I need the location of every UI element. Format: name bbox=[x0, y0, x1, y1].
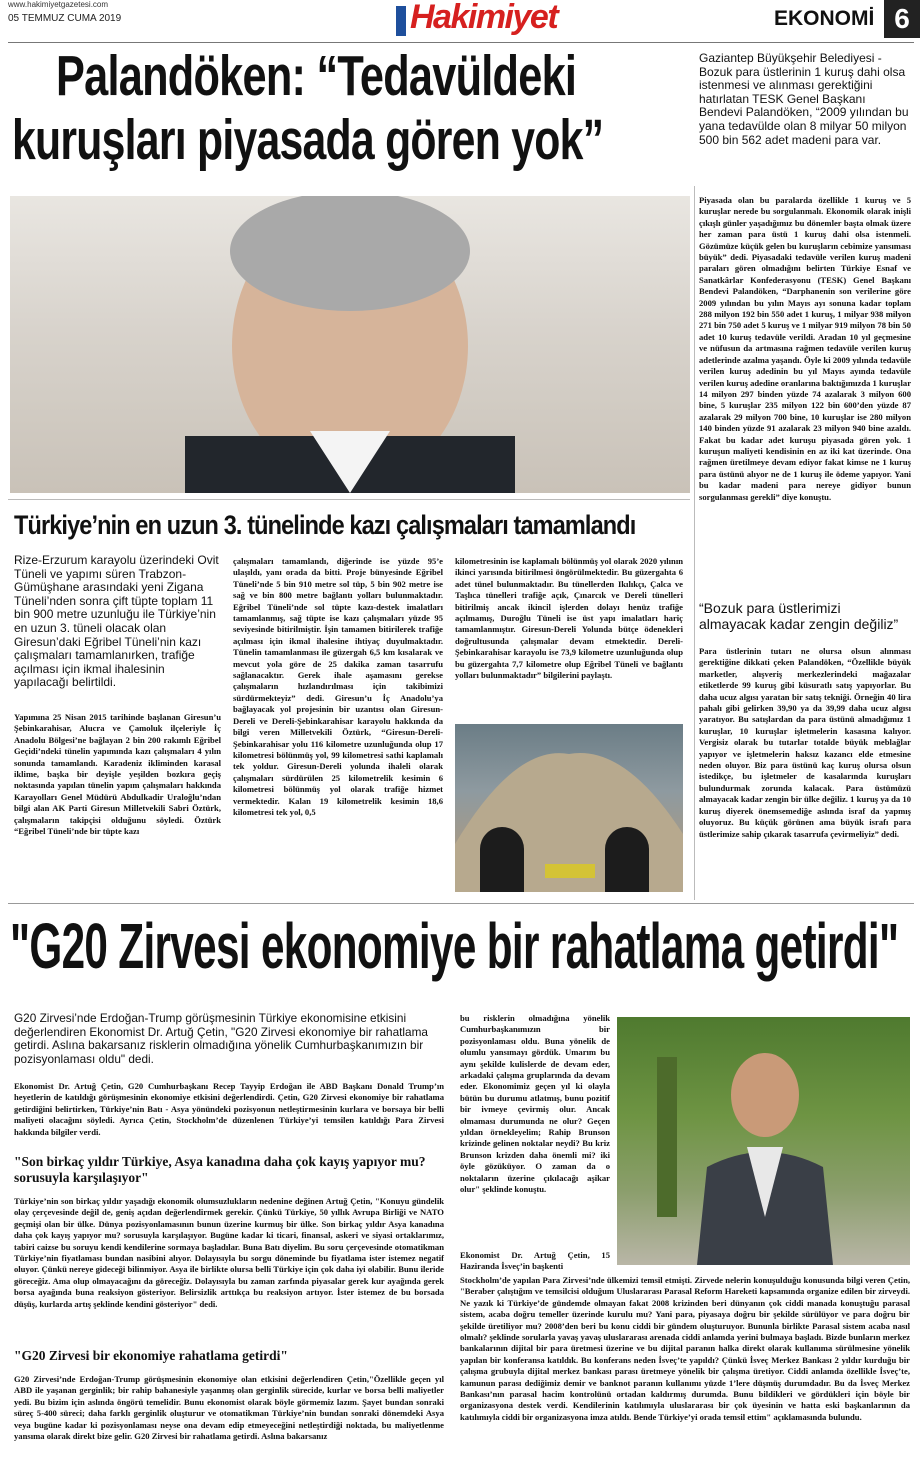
portrait-photo bbox=[10, 196, 690, 493]
article3-para1: Ekonomist Dr. Artuğ Çetin, G20 Cumhurbaşkanı Recep Tayyip Erdoğan ile ABD Başkanı Donald Trump’ın heyetlerin de katıldığı görüşmesinin ekonomiye etkisini değerlendirdi. Çetin, G20 Zirvesi ekonomiye bir rahatlama getirdiğini belirtirken, Türkiye’nin Batı - Asya yönündeki pozisyonun netleştirmesinin kurlara ve borsaya bir belli maliyeti olacağını söyledi. Ayrıca Çetin, Stockholm’de düzenlenen Türkiye’yi temsilen katıldığı Para Zirvesi hakkında bilgiler verdi. bbox=[14, 1081, 444, 1137]
logo-flag-icon bbox=[396, 6, 406, 36]
article3-bottom-right: Stockholm’de yapılan Para Zirvesi’nde ülkemizi temsil etmişti. Zirvede nelerin konuşulduğu konusunda bilgi veren Çetin, "Beraber çalıştığım ve temsilcisi olduğum Uluslararası Parasal Reform Hareketi kapsamında organize edilen bir zirveydi. Ne yazık ki Türkiye’de gündemde olmayan fakat 2008 krizinden beri dünyanın çok ciddi manada konuştuğu parasal sistem, acaba doğru temeller üzerinde kurulu mu? Yani para, piyasaya doğru bir şekilde sürülüyor ve para doğru bir şekilde üretiliyor mu? 2008’den beri bu konu ciddi bir gündem oluşturuyor. Bununla birlikte Parasal sistem acaba nasıl olmalı? şeklinde sorularla yavaş yavaş uluslararası arenada ciddi anlamda yerini bulmaya başladı. Bizde bunların merkez bankalarının dijital bir para üretmesi üzerine ve bu dijital paranın halka direkt olarak kullanıma sürülmesine yönelik yapılan bir konferansa katıldık. Bu konferans neden İsveç’te yapıldı? Çünkü İsveç Merkez Bankası 2 yıldır kurduğu bir çalışma grubuyla dijital merkez bankası parası üretmeye yönelik bir çalışma üretiyor. Ciddi anlamda özellikle İsveç’te, kamunun parası dediğimiz demir ve banknot paranın kullanımı yüzde 1’lere düşmüş durumdadır. Bu da İsveç Merkez Bankası’nın parasal hacim kontrolünü ortadan kaldırmış durumda. Bunu bildikleri ve gördükleri için böyle bir organizasyona destek verdi. Kendilerinin katılımıyla uluslararası bir çok üyesinin ve hatta eski başkanlarının da katılımıyla ciddi bir organizasyona imza atıldı. Bende Türkiye’yi orada temsil ettim" açıklamasında bulundu. bbox=[460, 1275, 910, 1422]
article1-subhead: “Bozuk para üstlerimizi almayacak kadar zengin değiliz” bbox=[699, 600, 899, 632]
site-url[interactable]: www.hakimiyetgazetesi.com bbox=[8, 0, 109, 9]
page-number: 6 bbox=[894, 3, 910, 34]
article2-col3: kilometresinin ise kaplamalı bölünmüş yol olarak 2020 yılının ikinci yarısında bitirilmesi öngörülmektedir. Bu güzergahta 6 adet tünel bulunmaktadır. Bu tünellerden Ikılıkçı, Çalca ve Taşlıca tünelleri trafiğe açık, Çınarcık ve Dereli tünelleri bitirilmiş ancak ikincil işlerden dolayı henüz trafiğe açılmamış, Duroğlu Tüneli ise üst yapı imalatları hariç tamamlanmıştır. Giresun-Dereli Yolunda bütçe ödenekleri doğrultusunda çalışmalar devam etmektedir. Dereli-Şebinkarahisar karayolu ise 73,9 kilometre uzunluğunda olup bu güzergahta 7,7 kilometre olup Eğribel Tüneli ve bağlantı yolları bulunmaktadır” bilgilerini paylaştı. bbox=[455, 556, 683, 681]
tunnel-photo bbox=[455, 724, 683, 892]
article3-subhead1: "Son birkaç yıldır Türkiye, Asya kanadına daha çok kayış yapıyor mu? sorusuyla karşılaşıyor" bbox=[14, 1154, 426, 1185]
economist-photo bbox=[617, 1017, 910, 1265]
article3-mid-col: bu risklerin olmadığına yönelik Cumhurbaşkanımızın bir pozisyonlaması oldu. Buna yönelik de olumlu yansımayı gördük. Umarım bu aynı şekilde kulislerde de devam eder, arkadaki çalışma gruplarında da devam eder. Ekonomimiz geçen yıl ki olayla bütün bu durumu atlatmış, bunu pozitif bir ivmeye çevirmiş olur. Ancak olmaması durumunda ne olur? Geçen yıldan örnekleyelim; Rahip Brunson krizinde gelinen noktalar neydi? Bu kriz Brunson krizden daha önemli mi? iki öyle gözüküyor. O zaman da o noktaların üzerine çıkılacağı aşikar olur" şeklinde konuştu. bbox=[460, 1013, 610, 1195]
issue-date: 05 TEMMUZ CUMA 2019 bbox=[8, 13, 122, 24]
page-number-box bbox=[884, 0, 920, 38]
economist-photo-icon bbox=[617, 1017, 910, 1265]
article2-top-rule bbox=[8, 499, 690, 500]
portrait-photo-icon bbox=[10, 196, 690, 493]
article3-top-rule bbox=[8, 903, 914, 904]
article3-intro: G20 Zirvesi’nde Erdoğan-Trump görüşmesinin Türkiye ekonomisine etkisini değerlendiren Ekonomist Dr. Artuğ Çetin, "G20 Zirvesi ekonomiye bir rahatlama getirdi. Aslına bakarsanız risklerin olmadığına yönelik Cumhurbaşkanımızın bir pozisyonlaması oldu" dedi. bbox=[14, 1011, 428, 1066]
article2-col2: çalışmaları tamamlandı, diğerinde ise yüzde 95’e ulaşıldı, yanı orada da bitti. Proje bünyesinde Eğribel Tüneli’nde 5 bin 910 metre sol tüp, 5 bin 902 metre ise sağ ve bin 800 metre bağlantı yolları bulunmaktadır. Eğribel Tüneli’nde sol tüpte kazı-destek imalatları tamamlanmış, sağ tüpte ise kazı çalışmaları yüzde 95 seviyesinde bitirilmiştir. İşin tamamen bitirilerek trafiğe açılması için ikmal ihalesine ihtiyaç duyulmaktadır. Tünelin tamamlanması ile güzergah 6,5 km kısalarak ve mevcut yola göre de 25 dakika zaman tasarrufu sağlanacaktır. Gerek ihale aşamasını gerekse çalışmaların hızlandırılması için takibimizi sürdürmekteyiz” dedi. Giresun’u İç Anadolu’ya bağlayacak yol projesinin bir uzantısı olan Giresun-Dereli ve Dereli-Şebinkarahisar karayolu hakkında da bilgi veren Milletvekili Öztürk, “Giresun-Dereli-Şebinkarahisar yolu 116 kilometre uzunluğunda olup 17 kilometresi bölünmüş yol, 99 kilometresi sathi kaplamalı tek yoldur. Giresun-Dereli yolunda ihaleli olarak çalışmaları sürdürülen 25 kilometrelik kesimin 6 kilometresi bölünmüş yol olarak trafiğe hizmet vermektedir. Kalan 19 kilometrelik kesimin 18,6 kilometresi tek yol, 0,5 bbox=[233, 556, 443, 817]
article3-headline: "G20 Zirvesi ekonomiye bir rahatlama getirdi" bbox=[10, 910, 899, 982]
logo-text: Hakimiyet bbox=[410, 0, 558, 36]
article1-body2: Para üstlerinin tutarı ne olursa olsun alınması gerektiğine dikkati çeken Palandöken, “Özellikle büyük marketler, alışveriş merkezlerindeki mağazalar etiketlerde 99 kuruş gibi küsuratlı satış yapıyorlar. Bu daha ucuz algısı yaratan bir satış tekniği. Örneğin 40 lira pahalı gibi gelirken 39,90 ya da 39,99 daha ucuz algısı yaratıyor. Bu satışlardan da para üstünü almadığımız 1 kuruşlar, 10 kuruşlar işletmelerin kasasına kalıyor. Vergisiz olarak bu tutarlar totalde büyük meblağlar yapıyor ve işletmelerin haksız kazancı elde etmesine neden oluyor. Biz para üstünü kaç kuruş olursa olsun istedikçe, bu işletmeler de kasalarında kuruşları bulundurmak zorunda kalacak. Para üstümüzü almayacak kadar zengin bir ülke değiliz. 1 kuruş ya da 10 kuruş diyerek önemsemediğe aslında israf da yapmış oluyoruz. Bu küçük görünen ama büyük israfı para üstlerimize sahip çıkarak tasarrufa çevirmeliyiz” dedi. bbox=[699, 646, 911, 839]
article2-intro: Rize-Erzurum karayolu üzerindeki Ovit Tüneli ve yapımı süren Trabzon-Gümüşhane arasındaki yeni Zigana Tüneli’nden sonra çift tüpte toplam 11 bin 900 metre uzunluğu ile Türkiye’nin en uzun 3. tüneli olacak olan Giresun’daki Eğribel Tüneli’nin kazı çalışmaları tamamlanırken, trafiğe açılması için ikmal ihalesinin yapılacağı belirtildi. bbox=[14, 553, 219, 690]
article2-headline: Türkiye’nin en uzun 3. tünelinde kazı çalışmaları tamamlandı bbox=[14, 510, 636, 540]
column-divider-right bbox=[694, 186, 695, 900]
section-label: EKONOMİ bbox=[774, 7, 875, 30]
masthead-logo bbox=[396, 0, 566, 42]
article2-col1: Yapımına 25 Nisan 2015 tarihinde başlanan Giresun’u Şebinkarahisar, Alucra ve Çamoluk ilçeleriyle İç Anadolu Bölgesi’ne bağlayan 2 bin 200 rakımlı Eğribel Geçidi’ndeki tünelin yapımında kazı çalışmaları 4 yılın sonunda tamamlandı. Karadeniz ikliminden karasal iklime, başka bir deyişle yeşilden bozkıra geçiş noktasında yapılan tünelin yapım çalışmaları hakkında Karayolları Genel Müdürü Abdulkadir Uraloğlu’ndan bilgi alan AK Parti Giresun Milletvekili Sabri Öztürk, çalışmaların takipçisi olduğunu söyledi. Öztürk “Eğribel Tüneli’nde bir tüpte kazı bbox=[14, 712, 221, 837]
article1-body1: Piyasada olan bu paralarda özellikle 1 kuruş ve 5 kuruşlar nerede bu sorgulanmalı. Ekonomik olarak inişli çıkışlı günler yaşadığımız bu dönemler başta olmak üzere her zaman para üstü 1 kuruş dahi olsa istenmeli. Gözümüze küçük gelen bu kuruşların cebimize yansıması büyük” dedi. Piyasadaki tedavüle verilen kuruş madeni paraları gören olmadığını belirten Türkiye Esnaf ve Sanatkârlar Konfederasyonu (TESK) Genel Başkanı Bendevi Palandöken, “Darphanenin son verilerine göre 2009 yılından bu yılın Mayıs ayı sonuna kadar toplam 288 milyon 192 bin 550 adet 1 kuruş, 1 milyar 938 milyon 271 bin 750 adet 5 kuruş ve 1 milyar 919 milyon 78 bin 50 adet 10 kuruş tedavüle verildi. Aradan 10 yıl geçmesine ve nüfusun da artmasına rağmen tedavüle verilen kuruş adetlerinde azalma yaşandı. Öyle ki 2009 yılında tedavüle verilen kuruş adedinin bu yıl Mayıs ayında tedavüle verilen kuruş adedine oranlarına baktığımızda 1 kuruşlar 14 milyon 297 binden yüzde 74 azalarak 3 milyon 600 bine, 5 kuruşlar 235 milyon 122 bin 600’den yüzde 87 azalarak 29 milyon 700 bine, 10 kuruşlar ise 280 milyon 140 binden yüzde 91 azalarak 23 milyon 940 bine azaldı. Fakat bu kadar adet kuruşu piyasada gören yok. 1 kuruşun maliyeti kendisinin en az iki kat üzerinde. Ona rağmen üretilmeye devam ediyor fakat kimse ne 1 kuruş para üstünü alıyor ne de 1 kuruş ile ödeme yapıyor. Yani bu kadar madeni para nereye gidiyor bunun sorgulanması gerekli” diye konuştu. bbox=[699, 195, 912, 502]
tunnel-photo-icon bbox=[455, 724, 683, 892]
article1-headline-line1: Palandöken: “Tedavüldeki bbox=[56, 44, 577, 108]
article1-intro: Gaziantep Büyükşehir Belediyesi - Bozuk para üstlerinin 1 kuruş dahi olsa istenmesi ve alınması gerektiğini hatırlatan TESK Genel Başkanı Bendevi Palandöken, “2009 yılından bu yana tedavülde olan 8 milyar 50 milyon 500 bin 562 adet madeni para var. bbox=[699, 51, 909, 147]
header-divider bbox=[8, 42, 914, 43]
article3-para2: Türkiye’nin son birkaç yıldır yaşadığı ekonomik olumsuzlukların nedenine değinen Artuğ Çetin, "Konuyu gündelik olay çerçevesinde değil de, geniş açıdan değerlendirmek gerekir. Çünkü Türkiye, 50 yıllık Avrupa Birliği ve NATO geçmişi olan bir ülke. Dünya pozisyonlamasının bunun üzerine kurmuş bir ülke. Son birkaç yıldır Asya kanadına daha çok kayış yapıyor mu? sorusuyla karşılaşıyor. Bugüne kadar ki ticari, finansal, askeri ve siyasi ortaklarımız, tabiri caizse bu soruyu kendi kendilerine sormaya başladılar. Buna Batı diyelim. Bu soru çerçevesinde otomatikman Türkiye’nin fiyatlaması bundan nasibini alıyor. Dolayısıyla bu sorgu döneminde bu fiyatlama ister istemez negatif oluyor. Çünkü nereye gideceği bilinmiyor. Asya ile birlikte olursa belli Türkiye için çok daha iyi olabilir. Bunu ileride göreceğiz. Ama olup olmayacağını da göreceğiz. Dolayısıyla bu zaman zarfında piyasalar gerek kur ayağında gerek borsa ayağında buna reaksiyon gösteriyor. Belirsizlik arttıkça bu reaksiyon artıyor. İster istemez de bu borsada düşüş, kurlarda artış şeklinde kendini gösteriyor" dedi. bbox=[14, 1196, 444, 1309]
article3-subhead2: "G20 Zirvesi bir ekonomiye rahatlama getirdi" bbox=[14, 1348, 288, 1363]
article3-para3: G20 Zirvesi’nde Erdoğan-Trump görüşmesinin ekonomiye olan etkisini değerlendiren Çetin,"Özellikle geçen yıl ABD ile yaşanan gerginlik; bir rahip bahanesiyle yaşanmış olan gerginlik sürecide, kurlar ve borsa belli maliyetler yedi. Bu bizim için aslında öngörü temelidir. Bunu ekonomist olarak böyle görmemiz lazım. Şayet bundan sonraki süreç 5-400 süreci; daha farklı gerginlik oluşturur ve otomatikman Türkiye’nin bundan sonraki dönemdeki Asya veya bugüne kadar ki pozisyonlaması neyse ona devam edip etmeyeceğini netleştirdiği noktada, bu maliyetlenme yansıma olarak direkt bize gelir. G20 Zirvesi bir rahatlama getirdi. Aslına bakarsanız bbox=[14, 1374, 444, 1442]
article1-headline-line2: kuruşları piyasada gören yok” bbox=[12, 108, 604, 172]
article3-mid-col2: Ekonomist Dr. Artuğ Çetin, 15 Haziranda İsveç’in başkenti bbox=[460, 1250, 610, 1272]
